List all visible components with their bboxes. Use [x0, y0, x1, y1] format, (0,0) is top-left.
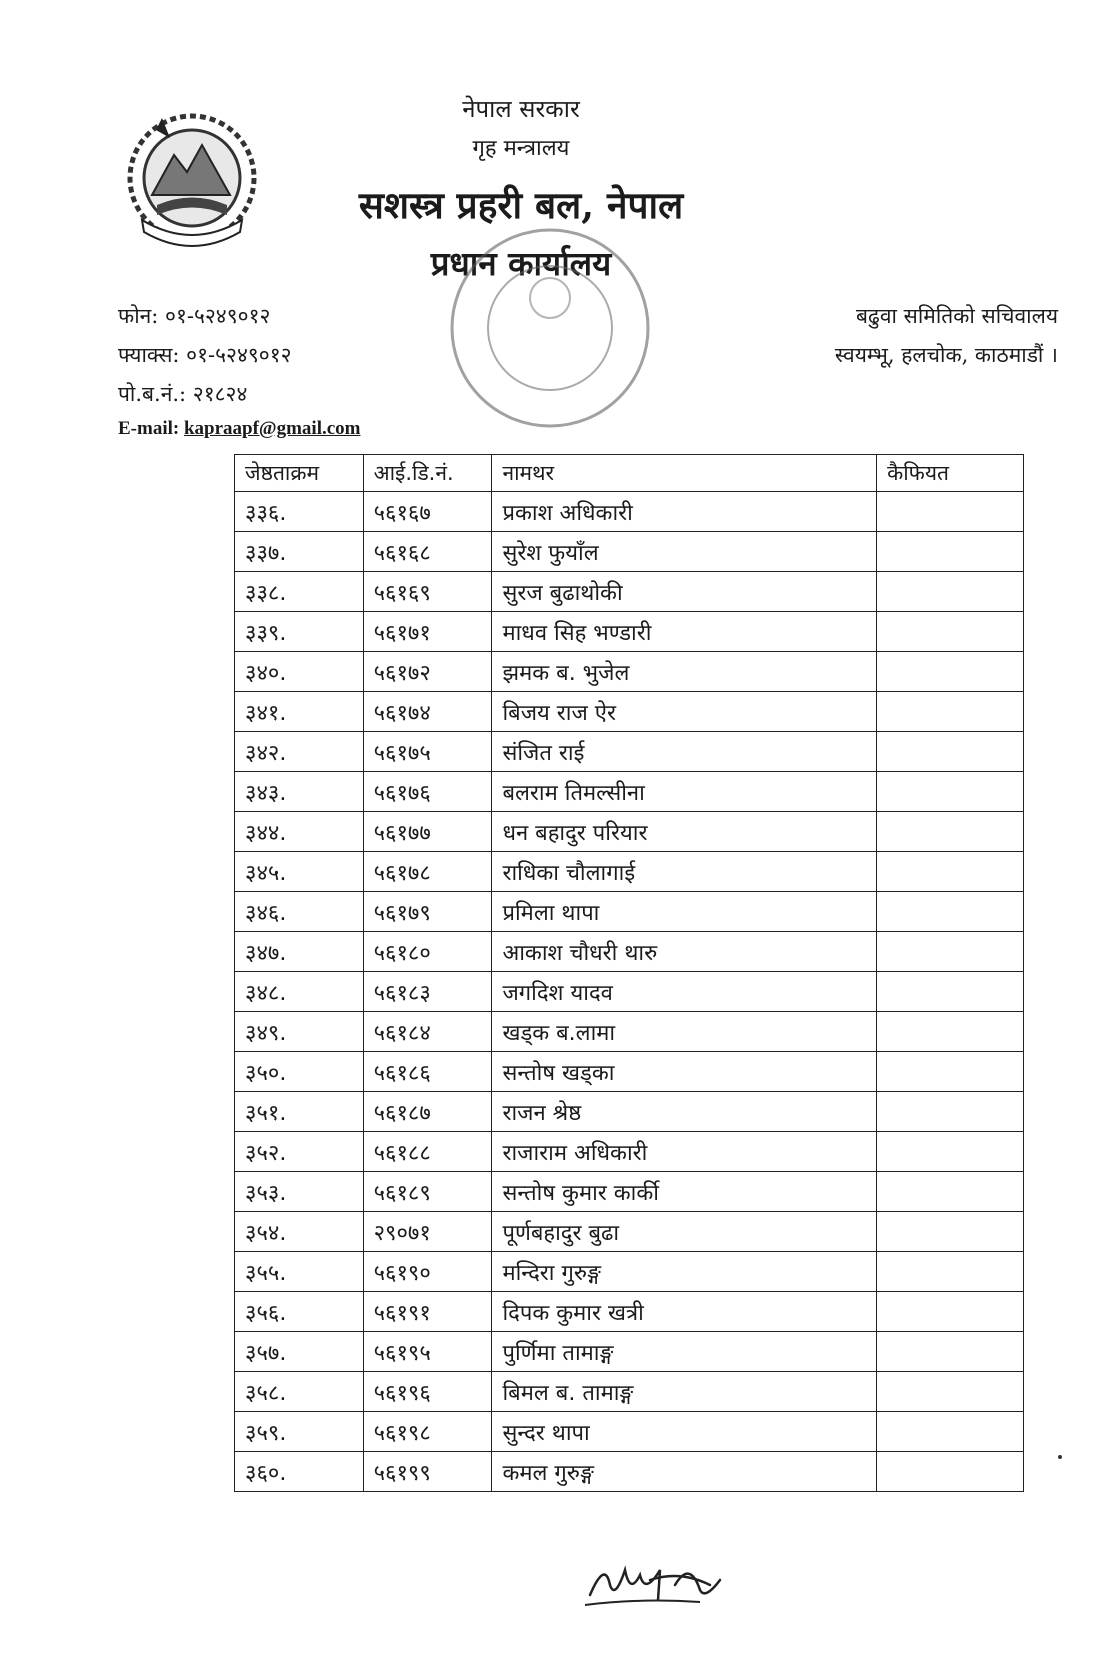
- office-seal-icon: [440, 218, 660, 438]
- cell-remarks: [877, 892, 1024, 932]
- cell-id: ५६१७४: [363, 692, 492, 732]
- table-row: [235, 1172, 1024, 1212]
- header-remarks: कैफियत: [877, 455, 1024, 492]
- table-row: [235, 1012, 1024, 1052]
- cell-name: प्रकाश अधिकारी: [492, 492, 877, 532]
- cell-id: ५६१७५: [363, 732, 492, 772]
- cell-seniority: ३५०.: [235, 1052, 364, 1092]
- table-row: [235, 532, 1024, 572]
- cell-remarks: [877, 972, 1024, 1012]
- cell-remarks: [877, 532, 1024, 572]
- cell-remarks: [877, 612, 1024, 652]
- cell-remarks: [877, 1372, 1024, 1412]
- cell-id: ५६१९८: [363, 1412, 492, 1452]
- ministry-title: गृह मन्त्रालय: [472, 136, 570, 161]
- table-row: [235, 572, 1024, 612]
- secretariat-line1: बढुवा समितिको सचिवालय: [856, 304, 1058, 328]
- cell-seniority: ३५७.: [235, 1332, 364, 1372]
- cell-name: सन्तोष खड्का: [492, 1052, 877, 1092]
- cell-name: राजाराम अधिकारी: [492, 1132, 877, 1172]
- cell-remarks: [877, 812, 1024, 852]
- cell-name: संजित राई: [492, 732, 877, 772]
- cell-seniority: ३४९.: [235, 1012, 364, 1052]
- cell-seniority: ३५४.: [235, 1212, 364, 1252]
- cell-remarks: [877, 1252, 1024, 1292]
- cell-id: ५६१८९: [363, 1172, 492, 1212]
- cell-id: ५६१८३: [363, 972, 492, 1012]
- cell-seniority: ३४२.: [235, 732, 364, 772]
- cell-name: बिमल ब. तामाङ्ग: [492, 1372, 877, 1412]
- cell-id: २९०७१: [363, 1212, 492, 1252]
- table-row: [235, 852, 1024, 892]
- cell-seniority: ३४५.: [235, 852, 364, 892]
- cell-remarks: [877, 732, 1024, 772]
- header-seniority: जेष्ठताक्रम: [235, 455, 364, 492]
- cell-id: ५६१९१: [363, 1292, 492, 1332]
- cell-name: सुन्दर थापा: [492, 1412, 877, 1452]
- cell-name: जगदिश यादव: [492, 972, 877, 1012]
- cell-id: ५६१६९: [363, 572, 492, 612]
- cell-name: बलराम तिमल्सीना: [492, 772, 877, 812]
- cell-name: मन्दिरा गुरुङ्ग: [492, 1252, 877, 1292]
- header-id: आई.डि.नं.: [363, 455, 492, 492]
- cell-remarks: [877, 1172, 1024, 1212]
- cell-remarks: [877, 1092, 1024, 1132]
- table-row: [235, 1412, 1024, 1452]
- cell-id: ५६१७७: [363, 812, 492, 852]
- cell-seniority: ३४०.: [235, 652, 364, 692]
- table-row: [235, 812, 1024, 852]
- table-row: [235, 1372, 1024, 1412]
- cell-remarks: [877, 1332, 1024, 1372]
- table-row: [235, 492, 1024, 532]
- pobox-text: पो.ब.नं.: २१८२४: [118, 382, 248, 406]
- cell-id: ५६१८६: [363, 1052, 492, 1092]
- cell-id: ५६१७२: [363, 652, 492, 692]
- government-title: नेपाल सरकार: [462, 95, 580, 123]
- cell-seniority: ३४४.: [235, 812, 364, 852]
- cell-id: ५६१७८: [363, 852, 492, 892]
- cell-name: आकाश चौधरी थारु: [492, 932, 877, 972]
- cell-seniority: ३४८.: [235, 972, 364, 1012]
- cell-name: सुरेश फुयाँल: [492, 532, 877, 572]
- cell-name: सन्तोष कुमार कार्की: [492, 1172, 877, 1212]
- cell-seniority: ३४६.: [235, 892, 364, 932]
- cell-name: धन बहादुर परियार: [492, 812, 877, 852]
- cell-seniority: ३४७.: [235, 932, 364, 972]
- table-row: [235, 1332, 1024, 1372]
- cell-id: ५६१९०: [363, 1252, 492, 1292]
- cell-remarks: [877, 772, 1024, 812]
- cell-remarks: [877, 1292, 1024, 1332]
- cell-id: ५६१७१: [363, 612, 492, 652]
- table-row: [235, 1252, 1024, 1292]
- table-row: [235, 652, 1024, 692]
- cell-seniority: ३३६.: [235, 492, 364, 532]
- table-row: [235, 1132, 1024, 1172]
- cell-remarks: [877, 1132, 1024, 1172]
- cell-seniority: ३५६.: [235, 1292, 364, 1332]
- cell-id: ५६१९९: [363, 1452, 492, 1492]
- fax-text: फ्याक्स: ०१-५२४९०१२: [118, 343, 292, 367]
- table-row: [235, 612, 1024, 652]
- email-link[interactable]: kapraapf@gmail.com: [183, 418, 361, 439]
- cell-remarks: [877, 652, 1024, 692]
- signature-icon: [580, 1540, 740, 1615]
- cell-name: राधिका चौलागाई: [492, 852, 877, 892]
- cell-id: ५६१७६: [363, 772, 492, 812]
- table-row: [235, 972, 1024, 1012]
- cell-name: पूर्णबहादुर बुढा: [492, 1212, 877, 1252]
- cell-seniority: ३५१.: [235, 1092, 364, 1132]
- seniority-table: [234, 454, 1024, 1492]
- cell-seniority: ३४१.: [235, 692, 364, 732]
- cell-seniority: ३५९.: [235, 1412, 364, 1452]
- cell-seniority: ३६०.: [235, 1452, 364, 1492]
- cell-remarks: [877, 1012, 1024, 1052]
- table-row: [235, 772, 1024, 812]
- cell-name: प्रमिला थापा: [492, 892, 877, 932]
- table-row: [235, 1092, 1024, 1132]
- cell-id: ५६१६७: [363, 492, 492, 532]
- cell-remarks: [877, 1412, 1024, 1452]
- cell-name: बिजय राज ऐर: [492, 692, 877, 732]
- cell-name: माधव सिह भण्डारी: [492, 612, 877, 652]
- cell-id: ५६१८७: [363, 1092, 492, 1132]
- cell-id: ५६१९६: [363, 1372, 492, 1412]
- table-row: [235, 732, 1024, 772]
- cell-name: राजन श्रेष्ठ: [492, 1092, 877, 1132]
- table-row: [235, 1212, 1024, 1252]
- cell-remarks: [877, 1212, 1024, 1252]
- speck-mark: [1058, 1455, 1062, 1459]
- cell-remarks: [877, 572, 1024, 612]
- cell-remarks: [877, 692, 1024, 732]
- cell-id: ५६१८०: [363, 932, 492, 972]
- header-name: नामथर: [492, 455, 877, 492]
- email-line: [118, 418, 361, 440]
- cell-name: पुर्णिमा तामाङ्ग: [492, 1332, 877, 1372]
- cell-remarks: [877, 492, 1024, 532]
- cell-name: दिपक कुमार खत्री: [492, 1292, 877, 1332]
- cell-seniority: ३४३.: [235, 772, 364, 812]
- cell-id: ५६१६८: [363, 532, 492, 572]
- cell-id: ५६१८४: [363, 1012, 492, 1052]
- cell-name: खड्क ब.लामा: [492, 1012, 877, 1052]
- table-row: [235, 1052, 1024, 1092]
- secretariat-line2: स्वयम्भू, हलचोक, काठमाडौं ।: [834, 343, 1058, 367]
- cell-seniority: ३५८.: [235, 1372, 364, 1412]
- cell-name: कमल गुरुङ्ग: [492, 1452, 877, 1492]
- cell-name: सुरज बुढाथोकी: [492, 572, 877, 612]
- cell-remarks: [877, 852, 1024, 892]
- table-row: [235, 692, 1024, 732]
- email-label: E-mail:: [118, 418, 184, 439]
- table-row: [235, 892, 1024, 932]
- cell-seniority: ३३८.: [235, 572, 364, 612]
- table-row: [235, 932, 1024, 972]
- cell-remarks: [877, 1052, 1024, 1092]
- cell-seniority: ३३९.: [235, 612, 364, 652]
- cell-seniority: ३५५.: [235, 1252, 364, 1292]
- cell-seniority: ३५२.: [235, 1132, 364, 1172]
- phone-text: फोन: ०१-५२४९०१२: [118, 304, 271, 328]
- cell-remarks: [877, 1452, 1024, 1492]
- table-row: [235, 1292, 1024, 1332]
- table-header-row: [235, 455, 1024, 492]
- cell-remarks: [877, 932, 1024, 972]
- cell-id: ५६१८८: [363, 1132, 492, 1172]
- cell-id: ५६१९५: [363, 1332, 492, 1372]
- cell-id: ५६१७९: [363, 892, 492, 932]
- cell-name: झमक ब. भुजेल: [492, 652, 877, 692]
- cell-seniority: ३५३.: [235, 1172, 364, 1212]
- cell-seniority: ३३७.: [235, 532, 364, 572]
- office-title: प्रधान कार्यालय: [430, 244, 612, 283]
- table-row: [235, 1452, 1024, 1492]
- force-title: सशस्त्र प्रहरी बल, नेपाल: [358, 183, 684, 227]
